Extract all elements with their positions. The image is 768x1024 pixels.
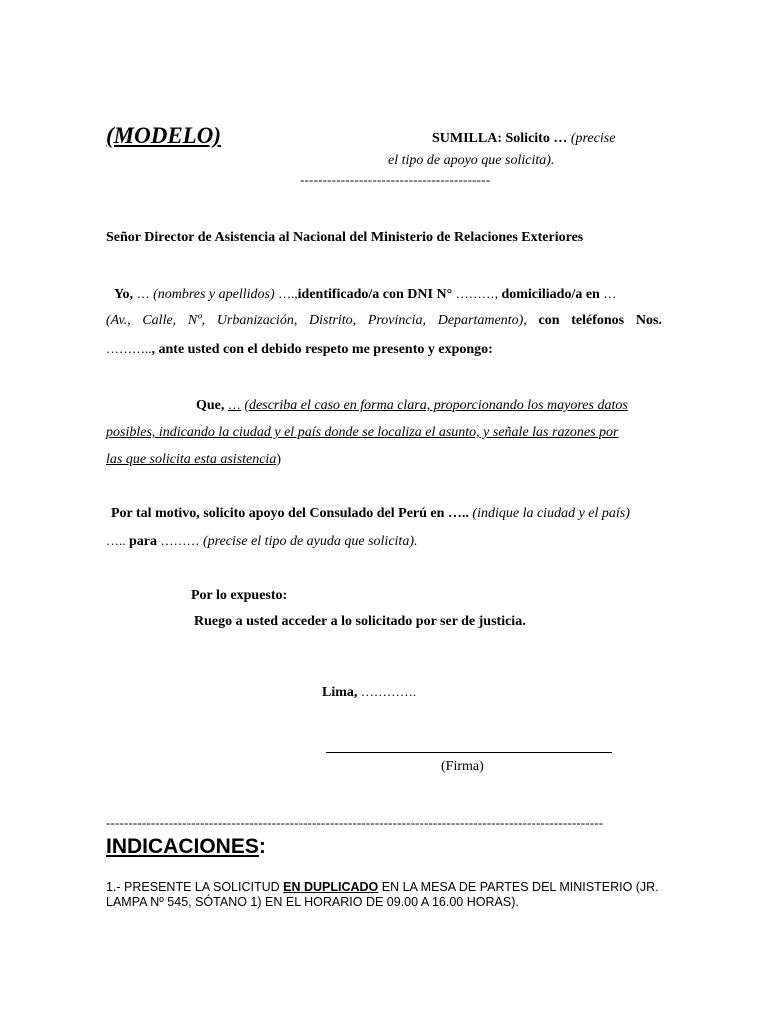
closing-paren: )	[276, 452, 281, 467]
por-lo-expuesto: Por lo expuesto:	[191, 588, 288, 603]
blank-dots: ………..	[106, 341, 152, 356]
paragraph-1-line-2	[106, 313, 662, 329]
blank-dots: …	[136, 286, 150, 301]
paragraph-1-line-1	[114, 286, 616, 303]
indications-title: INDICACIONES	[106, 835, 259, 858]
indications-heading	[106, 835, 266, 859]
case-hint: (describa el caso en forma clara, proporcionando los mayores datos	[244, 398, 628, 413]
phone-label-word: con	[538, 313, 560, 328]
indications-colon: :	[258, 835, 266, 858]
help-hint: (precise el tipo de ayuda que solicita).	[203, 534, 418, 549]
blank-dots: ………	[160, 533, 200, 548]
presentation-text: , ante usted con el debido respeto me presento y expongo:	[151, 342, 493, 357]
modelo-label: (MODELO)	[106, 123, 221, 148]
signature-line	[326, 752, 612, 753]
top-separator: ------------------------------------------	[300, 172, 491, 187]
sumilla-hint: (precise	[570, 131, 616, 146]
place-date	[322, 684, 416, 701]
ruego-text: Ruego a usted acceder a lo solicitado por ser de justicia.	[194, 614, 526, 629]
blank-dots: …	[227, 397, 241, 412]
que-label: Que,	[196, 398, 225, 413]
document-title	[106, 123, 221, 149]
indication-1-line-2: LAMPA Nº 545, SÓTANO 1) EN EL HORARIO DE 09.00 A 16.00 HORAS).	[106, 895, 519, 909]
paragraph-2-line-3	[106, 452, 281, 468]
paragraph-2-line-1	[196, 397, 628, 414]
case-hint: las que solicita esta asistencia	[106, 452, 277, 467]
dni-label: identificado/a con DNI N°	[297, 287, 453, 302]
address-hint-word: Provincia,	[367, 313, 427, 328]
address-hint-word: (Av.,	[106, 313, 131, 328]
blank-dots: ………,	[455, 286, 498, 301]
sumilla-label: SUMILLA: Solicito …	[432, 131, 568, 146]
address-hint-word: Urbanización,	[216, 313, 298, 328]
indication-text: 1.- PRESENTE LA SOLICITUD	[106, 880, 284, 894]
blank-dots: ………….	[360, 684, 417, 699]
blank-dots: …	[603, 286, 617, 301]
duplicate-emphasis: EN DUPLICADO	[283, 880, 379, 894]
address-label: domiciliado/a en	[501, 287, 600, 302]
paragraph-3-line-2	[106, 533, 417, 550]
signature-label: (Firma)	[441, 759, 484, 774]
consulate-request: Por tal motivo, solicito apoyo del Consulado del Perú en …..	[111, 506, 469, 521]
sumilla-line-2: el tipo de apoyo que solicita).	[388, 153, 555, 168]
paragraph-3-line-1	[111, 506, 630, 522]
indication-1-line-1	[106, 880, 659, 894]
phone-label-word: teléfonos	[571, 313, 625, 328]
paragraph-1-line-3	[106, 341, 493, 358]
address-hint-word: Distrito,	[309, 313, 357, 328]
indication-text: EN LA MESA DE PARTES DEL MINISTERIO (JR.	[378, 880, 659, 894]
addressee: Señor Director de Asistencia al Nacional del Ministerio de Relaciones Exteriores	[106, 230, 584, 245]
address-hint-word: Nº,	[187, 313, 206, 328]
city-hint: (indique la ciudad y el país)	[472, 506, 630, 521]
blank-dots: …..	[106, 533, 126, 548]
names-hint: (nombres y apellidos)	[153, 287, 275, 302]
address-hint-word: Calle,	[142, 313, 177, 328]
sumilla-line-1	[432, 131, 615, 147]
phone-label-word: Nos.	[635, 313, 662, 328]
bottom-separator: ---------------------------------------------------------------------------------------------------------------	[106, 815, 604, 830]
lima-label: Lima,	[322, 685, 358, 700]
paragraph-2-line-2: posibles, indicando la ciudad y el país donde se localiza el asunto, y señale las razones por	[106, 425, 619, 440]
yo-label: Yo,	[114, 287, 134, 302]
blank-dots: ….,	[278, 286, 298, 301]
para-label: para	[129, 534, 157, 549]
address-hint-word: Departamento),	[437, 313, 527, 328]
